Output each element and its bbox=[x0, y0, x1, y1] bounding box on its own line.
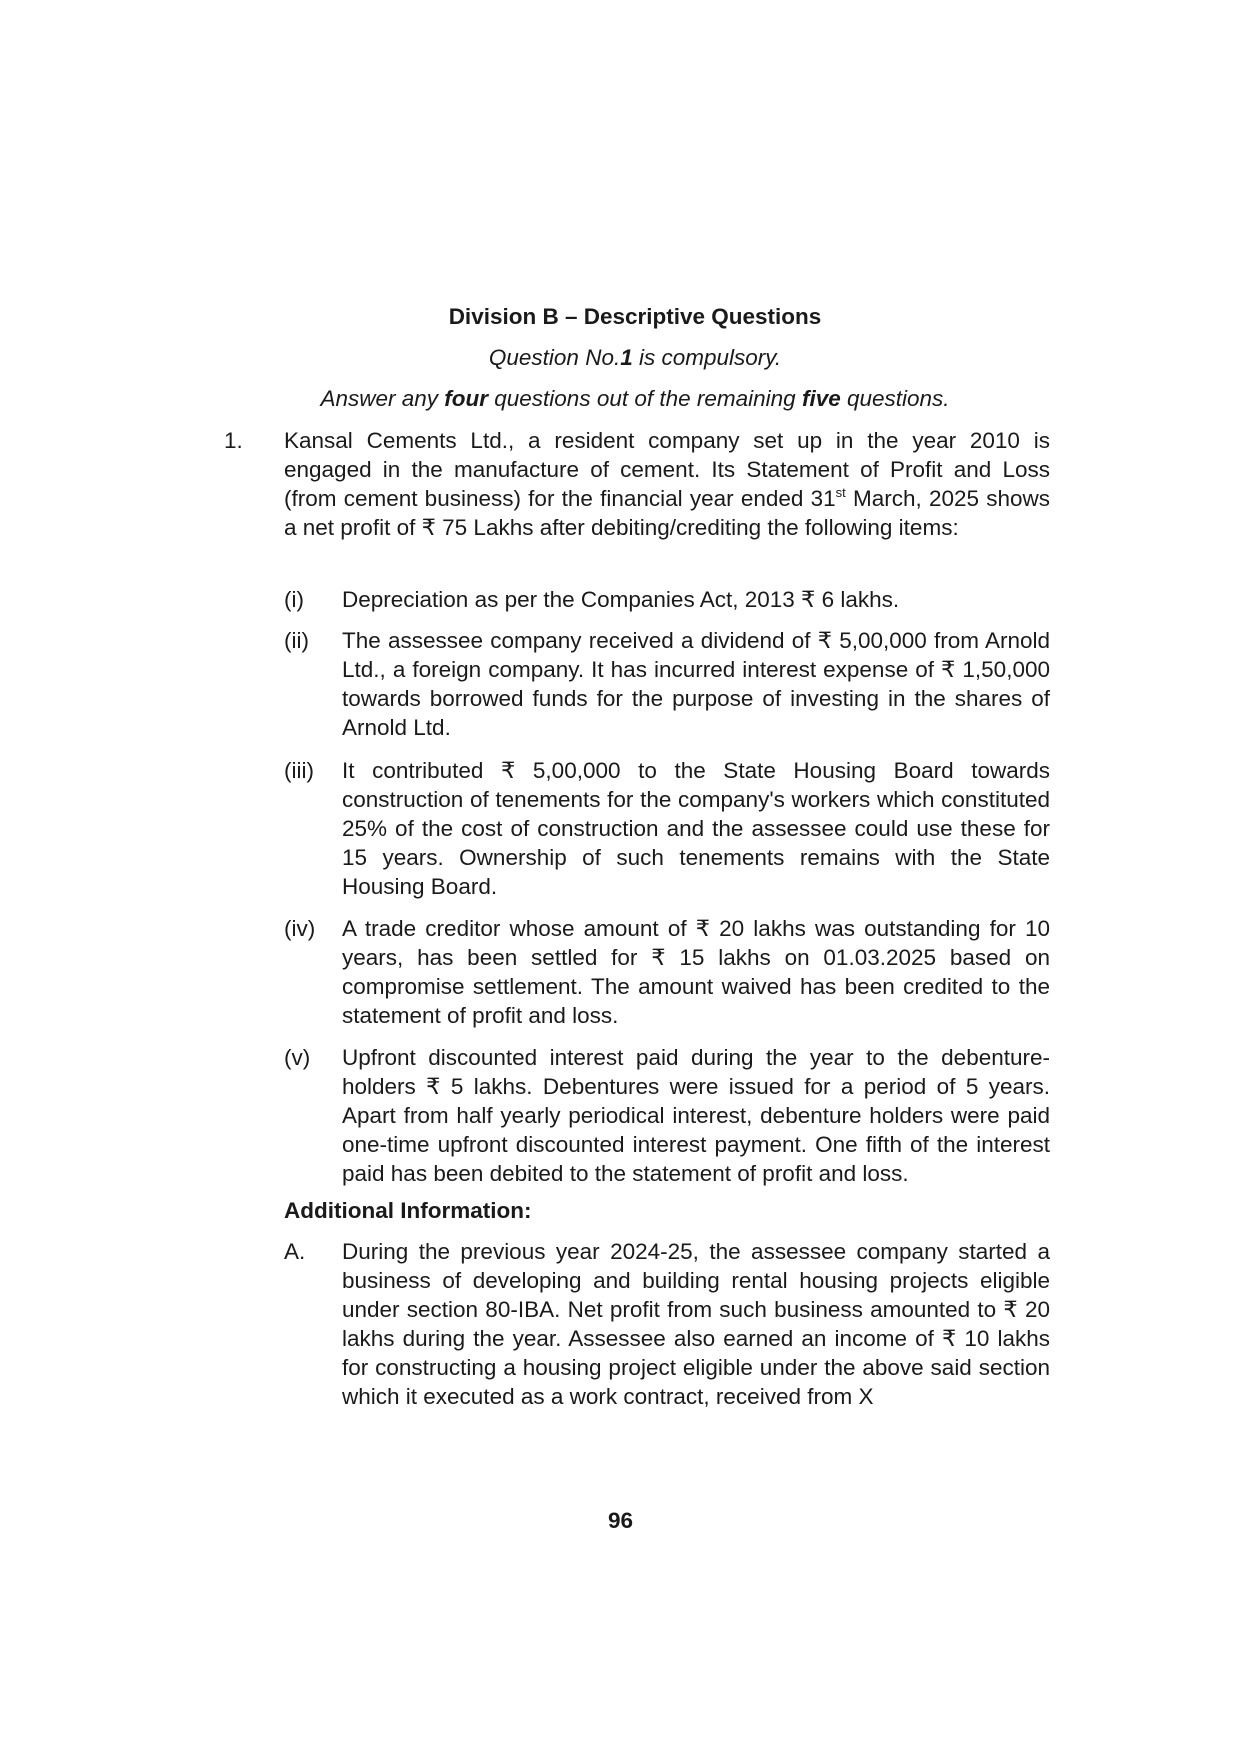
item-text-v: Upfront discounted interest paid during the year to the debenture-holders ₹ 5 lakhs. Debentures were issued for a period of 5 years. Apart from half yearly periodical interest, debenture holders were paid one-time upfront discounted interest payment. One fifth of the interest paid has been debited to the statement of profit and loss. bbox=[342, 1045, 1050, 1186]
answer-instruction bbox=[0, 384, 1241, 413]
item-text-iv: A trade creditor whose amount of ₹ 20 lakhs was outstanding for 10 years, has been settled for ₹ 15 lakhs on 01.03.2025 based on compromise settlement. The amount waived has been credited to the statement of profit and loss. bbox=[342, 916, 1050, 1028]
section-heading: Division B – Descriptive Questions bbox=[448, 304, 822, 329]
instruction-four: four bbox=[444, 386, 488, 411]
compulsory-note bbox=[0, 343, 1241, 372]
compulsory-prefix: Question No. bbox=[488, 345, 621, 370]
instruction-part-b: questions out of the remaining bbox=[488, 386, 802, 411]
item-label-v: (v) bbox=[284, 1045, 311, 1070]
ordinal-suffix: st bbox=[835, 484, 846, 500]
item-label-iii: (iii) bbox=[284, 758, 314, 783]
question-number: 1. bbox=[224, 428, 243, 453]
item-label-ii: (ii) bbox=[284, 628, 309, 653]
question-text-end: March, 2025 shows a net profit of ₹ 75 Lakhs after debiting/crediting the following items: bbox=[284, 486, 1050, 540]
compulsory-number: 1 bbox=[620, 345, 633, 370]
question-text bbox=[284, 426, 1050, 542]
instruction-part-c: questions. bbox=[840, 386, 950, 411]
item-text-ii: The assessee company received a dividend of ₹ 5,00,000 from Arnold Ltd., a foreign company. It has incurred interest expense of ₹ 1,50,000 towards borrowed funds for the purpose of investing in the shares of Arnold Ltd. bbox=[342, 628, 1050, 740]
item-text-i: Depreciation as per the Companies Act, 2013 ₹ 6 lakhs. bbox=[342, 587, 900, 612]
item-label-i: (i) bbox=[284, 587, 304, 612]
item-text-iii: It contributed ₹ 5,00,000 to the State Housing Board towards construction of tenements for the company's workers which constituted 25% of the cost of construction and the assessee could use these for 15 years. Ownership of such tenements remains with the State Housing Board. bbox=[342, 758, 1050, 899]
additional-text-a: During the previous year 2024-25, the assessee company started a business of developing and building rental housing projects eligible under section 80-IBA. Net profit from such business amounted to ₹ 20 lakhs during the year. Assessee also earned an income of ₹ 10 lakhs for constructing a housing project eligible under the above said section which it executed as a work contract, received from X bbox=[342, 1239, 1050, 1409]
instruction-five: five bbox=[801, 386, 841, 411]
question-text-start: Kansal Cements Ltd., a resident company set up in the year 2010 is engaged in the manufacture of cement. Its Statement of Profit and Loss (from cement business) for the financial year ended 31 bbox=[284, 428, 1050, 511]
item-label-iv: (iv) bbox=[284, 916, 316, 941]
page-number: 96 bbox=[607, 1508, 634, 1533]
additional-info-heading: Additional Information: bbox=[284, 1198, 532, 1223]
instruction-part-a: Answer any bbox=[320, 386, 445, 411]
compulsory-suffix: is compulsory. bbox=[632, 345, 782, 370]
additional-label-a: A. bbox=[284, 1239, 306, 1264]
